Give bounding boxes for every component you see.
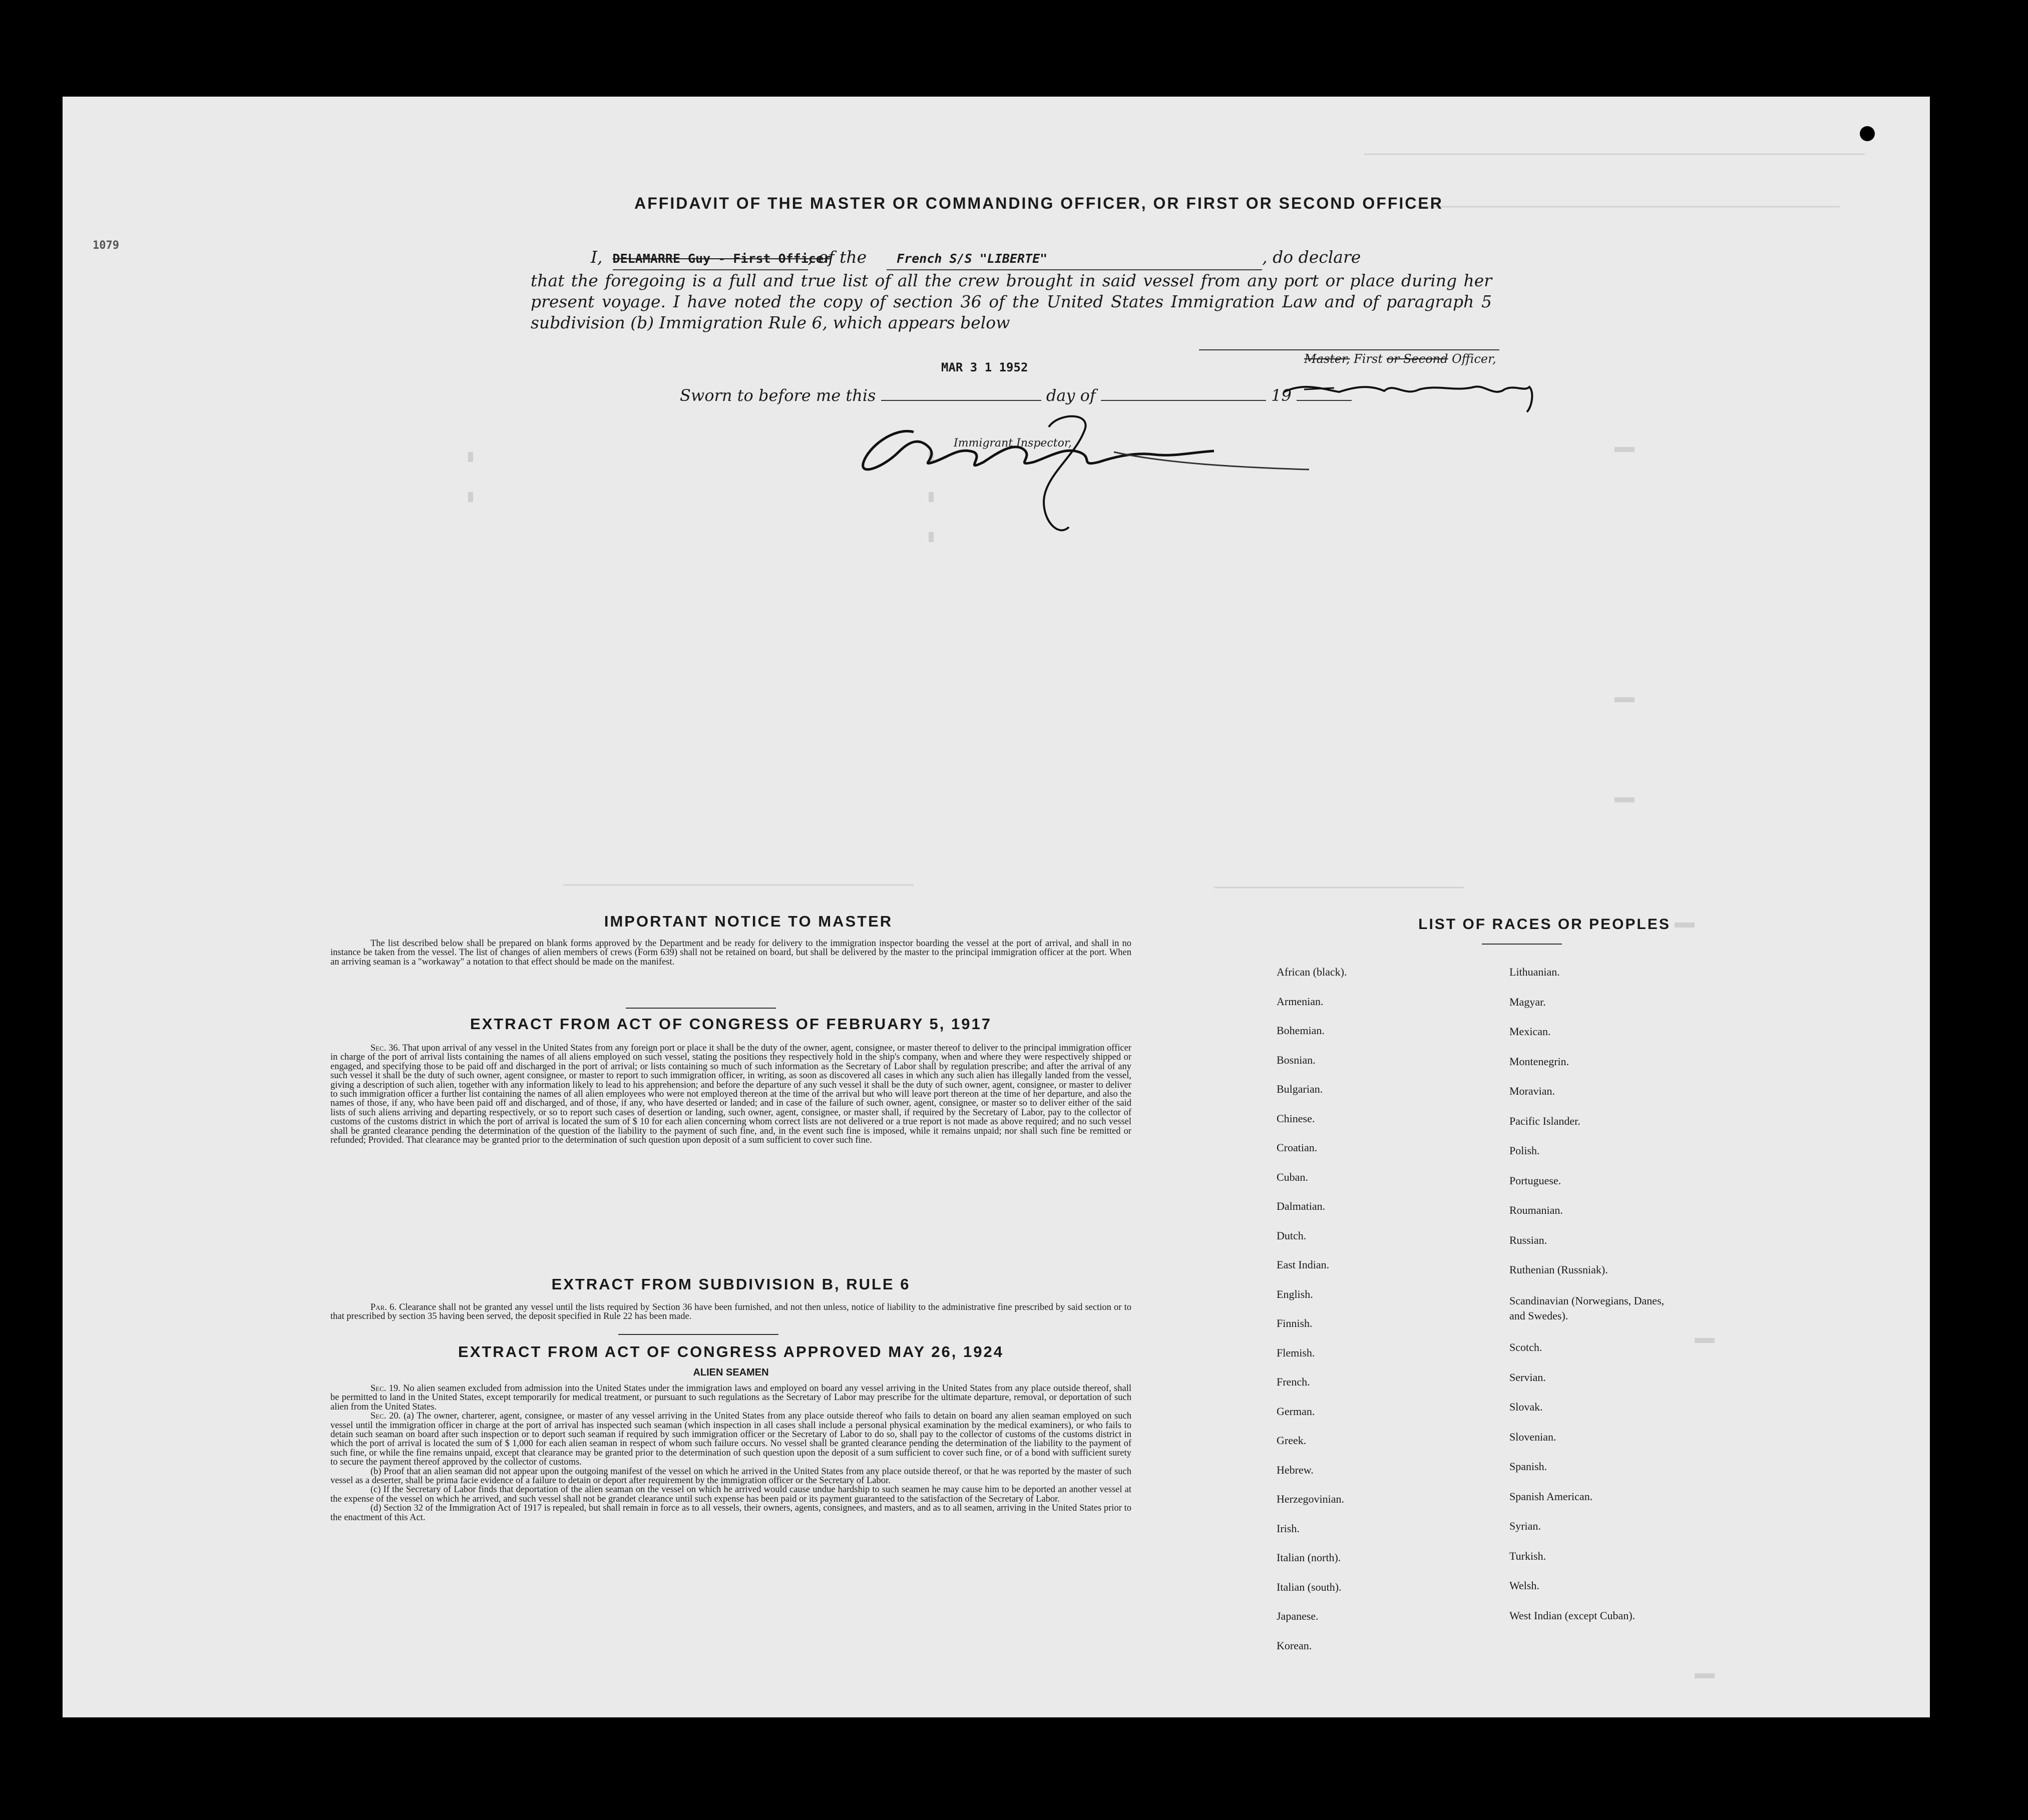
race-item: Russian.: [1509, 1233, 1547, 1246]
race-item: Bohemian.: [1277, 1024, 1325, 1037]
extract-1924-title: EXTRACT FROM ACT OF CONGRESS APPROVED MAY 26, 1924: [458, 1343, 1004, 1360]
race-item: Slovenian.: [1509, 1430, 1556, 1443]
declaration-block: [531, 247, 1492, 333]
sworn-text: Sworn to before me this: [680, 386, 876, 405]
first-label: First: [1354, 352, 1383, 366]
section-20c-text: (c) If the Secretary of Labor finds that deportation of the alien seaman on the vessel on which he arrived would cause undue hardship to such seamen he may cause him to be deported an another vessel at the expense of the vessel on which he arrived, and such vessel shall not be grandet clearance until such expense has been paid or its payment guaranteed to the satisfaction of the Secretary of Labor.: [330, 1485, 1131, 1504]
race-item: Irish.: [1277, 1522, 1300, 1535]
divider: [618, 1334, 778, 1335]
race-item: Polish.: [1509, 1144, 1540, 1157]
section-20a-text: (a) The owner, charterer, agent, consignee, or master of any vessel arriving in the United States from any place outside thereof who fails to detain on board any alien seaman employed on such vessel until the immigration officer in charge at the port of arrival has inspected such seaman (which inspection in all cases shall include a personal physical examination by the medical examiners), or who fails to detain such seaman on board after such inspection or to deport such seaman if required by such immigration officer or the Secretary of Labor to do so, shall pay to the collector of customs of the customs district in which the port of arrival is located the sum of $ 1,000 for each alien seaman in respect of whom such failure occurs. No vessel shall be granted clearance pending the determination of the liability to the payment of such fine, or while the fine remains unpaid, except that clearance may be granted prior to the determination of such question upon the deposit of a sum sufficient to cover such fine, or of a bond with sufficient surety to secure the payment thereof approved by the collector of customs.: [330, 1411, 1132, 1468]
punch-hole: [1939, 1433, 1961, 1455]
divider: [1482, 944, 1562, 945]
notice-title: IMPORTANT NOTICE TO MASTER: [604, 913, 893, 930]
par-6-text: Clearance shall not be granted any vessel until the lists required by Section 36 have been furnished, and not then unless, notice of liability to the administrative fine prescribed by said section or to that prescribed by section 35 having been served, the deposit specified in Rule 22 has been made.: [330, 1302, 1132, 1322]
punch-hole: [1860, 126, 1875, 141]
extract-1924-body: [330, 1384, 1131, 1522]
par-6-label: Par. 6.: [370, 1302, 397, 1312]
race-item: Scotch.: [1509, 1341, 1542, 1353]
race-item: Montenegrin.: [1509, 1055, 1569, 1068]
declaration-prefix: I,: [591, 247, 603, 267]
race-item: Italian (south).: [1277, 1580, 1342, 1593]
race-item: Pacific Islander.: [1509, 1114, 1580, 1127]
race-item: Turkish.: [1509, 1549, 1546, 1562]
officer-label: Officer,: [1452, 352, 1496, 366]
do-declare-text: , do declare: [1262, 247, 1361, 267]
extract-1917-title: EXTRACT FROM ACT OF CONGRESS OF FEBRUARY 5, 1917: [470, 1015, 992, 1033]
race-item: Herzegovinian.: [1277, 1493, 1344, 1505]
race-item: Greek.: [1277, 1434, 1307, 1447]
race-item: Moravian.: [1509, 1085, 1555, 1097]
race-item: Dutch.: [1277, 1229, 1307, 1242]
alien-seamen-subtitle: ALIEN SEAMEN: [693, 1367, 769, 1378]
race-item: Magyar.: [1509, 995, 1546, 1008]
signature-line: [1199, 349, 1499, 350]
rule6-body: [330, 1303, 1131, 1321]
race-item: German.: [1277, 1405, 1315, 1418]
race-item: English.: [1277, 1287, 1313, 1300]
declaration-text: that the foregoing is a full and true list of all the crew brought in said vessel from any port or place during her present voyage. I have noted the copy of section 36 of the United States Immigration Law and of paragraph 5 subdivision (b) Immigration Rule 6, which appears below: [531, 271, 1492, 332]
day-of-text: day of: [1046, 386, 1096, 405]
race-item: Cuban.: [1277, 1170, 1308, 1183]
second-label: or Second: [1386, 352, 1448, 366]
race-item: Flemish.: [1277, 1346, 1315, 1359]
race-item: Portuguese.: [1509, 1174, 1561, 1187]
inspector-label: Immigrant Inspector,: [954, 437, 1072, 449]
race-item: Lithuanian.: [1509, 966, 1560, 978]
race-item: Spanish American.: [1509, 1490, 1593, 1503]
date-stamp: MAR 3 1 1952: [941, 360, 1028, 374]
punch-hole: [1939, 1519, 1961, 1541]
race-item: African (black).: [1277, 966, 1347, 978]
race-item: Finnish.: [1277, 1317, 1313, 1329]
vessel-name: French S/S "LIBERTE": [897, 251, 1048, 266]
notice-body: The list described below shall be prepared on blank forms approved by the Department and be ready for delivery to the immigration inspector boarding the vessel at the port of arrival, and shall in no instance be taken from the vessel. The list of changes of alien members of crews (Form 639) shall not be retained on board, but shall be delivered by the master to the principal immigration officer at the port. When an arriving seaman is a "workaway" a notation to that effect should be made on the manifest.: [330, 939, 1131, 967]
punch-hole: [1939, 1105, 1961, 1127]
race-item: Slovak.: [1509, 1401, 1543, 1413]
section-20b-text: (b) Proof that an alien seaman did not appear upon the outgoing manifest of the vessel on which he arrived in the United States from any place outside thereof, or that he was reported by the master of such vessel as a deserter, shall be prima facie evidence of a failure to detain or deport after requirement by the immigration officer or the Secretary of Labor.: [330, 1466, 1131, 1486]
officer-name: DELAMARRE Guy - First Officer: [612, 251, 832, 266]
section-36-text: That upon arrival of any vessel in the United States from any foreign port or place it shall be the duty of the owner, agent, consignee, or master thereof to deliver to the principal immigration officer in charge of the port of arrival lists containing the names of all aliens employed on such vessel, stating the positions they respectively hold in the ship's company, when and where they were respectively shipped or engaged, and specifying those to be paid off and discharged in the port of arrival; or lists containing so much of such information as the Secretary of Labor shall by regulation prescribe; and after the arrival of any such vessel it shall be the duty of such owner, agent consignee, or master to report to such immigration officer, in writing, as soon as discovered all cases in which any such alien has illegally landed from the vessel, giving a description of such alien, together with any information likely to lead to his apprehension; and before the departure of any such vessel it shall be the duty of such owner, agent, consignee, or master to deliver to such immigration officer a further list containing the names of all alien employees who were not employed thereon at the time of the arrival but who will leave port thereon at the time of her departure, and also the names of those, if any, who have been paid off and discharged, and of those, if any, who have deserted or landed; and in case of the failure of such owner, agent, consignee, or master so to deliver either of the said lists of such aliens arriving and departing respectively, or so to report such cases of desertion or landing, such owner, agent, consignee, or master shall, if required by the Secretary of Labor, pay to the collector of customs of the customs district in which the port of arrival is located the sum of $ 10 for each alien concerning whom correct lists are not delivered or a true report is not made as above required; and no such vessel shall be granted clearance pending the determination of the question of the liability to the payment of such fine, and, in the event such fine is imposed, while it remains unpaid; nor shall such fine be remitted or refunded; Provided. That clearance may be granted prior to the determination of such question upon deposit of a sum sufficient to cover such fine.: [330, 1043, 1131, 1146]
race-item: Syrian.: [1509, 1520, 1541, 1532]
section-19-label: Sec. 19.: [370, 1384, 400, 1394]
race-item: Korean.: [1277, 1639, 1312, 1652]
divider: [626, 1008, 776, 1009]
race-item: Hebrew.: [1277, 1463, 1314, 1476]
section-20d-text: (d) Section 32 of the Immigration Act of 1917 is repealed, but shall remain in force as to all vessels, their owners, agents, consignees, and masters, and as to all seamen, arriving in the United States prior to the enactment of this Act.: [330, 1503, 1131, 1523]
race-item: Scandinavian (Norwegians, Danes, and Swedes).: [1509, 1294, 1665, 1322]
race-item: Mexican.: [1509, 1025, 1551, 1038]
race-item: Welsh.: [1509, 1579, 1539, 1592]
section-20-label: Sec. 20.: [370, 1411, 401, 1422]
race-item: French.: [1277, 1376, 1310, 1388]
race-item: Armenian.: [1277, 995, 1324, 1008]
race-item: Bosnian.: [1277, 1053, 1316, 1066]
of-the-text: , of the: [807, 247, 867, 267]
master-label: Master,: [1304, 352, 1350, 366]
race-item: Roumanian.: [1509, 1204, 1563, 1216]
inspector-signature: [834, 392, 1324, 542]
race-item: Croatian.: [1277, 1141, 1318, 1154]
section-36-label: Sec. 36.: [370, 1043, 400, 1053]
race-item: East Indian.: [1277, 1258, 1330, 1271]
punch-hole: [1939, 212, 1961, 234]
section-19-text: No alien seamen excluded from admission into the United States under the immigration laws and employed on board any vessel arriving in the United States from any place outside thereof, shall be permitted to land in the United States, except temporarily for medical treatment, or pursuant to such regulations as the Secretary of Labor may prescribe for the ultimate departure, removal, or deportation of such alien from the United States.: [330, 1384, 1131, 1412]
race-item: Chinese.: [1277, 1112, 1315, 1125]
punch-hole: [1939, 632, 1961, 654]
year-prefix: 19: [1271, 386, 1292, 405]
punch-hole: [1939, 1190, 1961, 1212]
race-item: Spanish.: [1509, 1460, 1547, 1473]
affidavit-title: AFFIDAVIT OF THE MASTER OR COMMANDING OFFICER, OR FIRST OR SECOND OFFICER: [634, 194, 1443, 212]
race-item: West Indian (except Cuban).: [1509, 1609, 1636, 1622]
race-item: Bulgarian.: [1277, 1083, 1323, 1095]
race-item: Japanese.: [1277, 1610, 1319, 1622]
race-item: Dalmatian.: [1277, 1200, 1326, 1212]
extract-1917-body: [330, 1044, 1131, 1145]
race-item: Servian.: [1509, 1371, 1546, 1384]
race-item: Italian (north).: [1277, 1551, 1341, 1564]
document-page: [63, 97, 1930, 1717]
races-title: LIST OF RACES OR PEOPLES: [1418, 916, 1671, 933]
punch-hole: [1939, 295, 1961, 317]
race-item: Ruthenian (Russniak).: [1509, 1263, 1608, 1276]
margin-mark: 1079: [93, 239, 119, 252]
rule6-title: EXTRACT FROM SUBDIVISION B, RULE 6: [551, 1275, 911, 1293]
punch-hole: [1939, 546, 1961, 568]
